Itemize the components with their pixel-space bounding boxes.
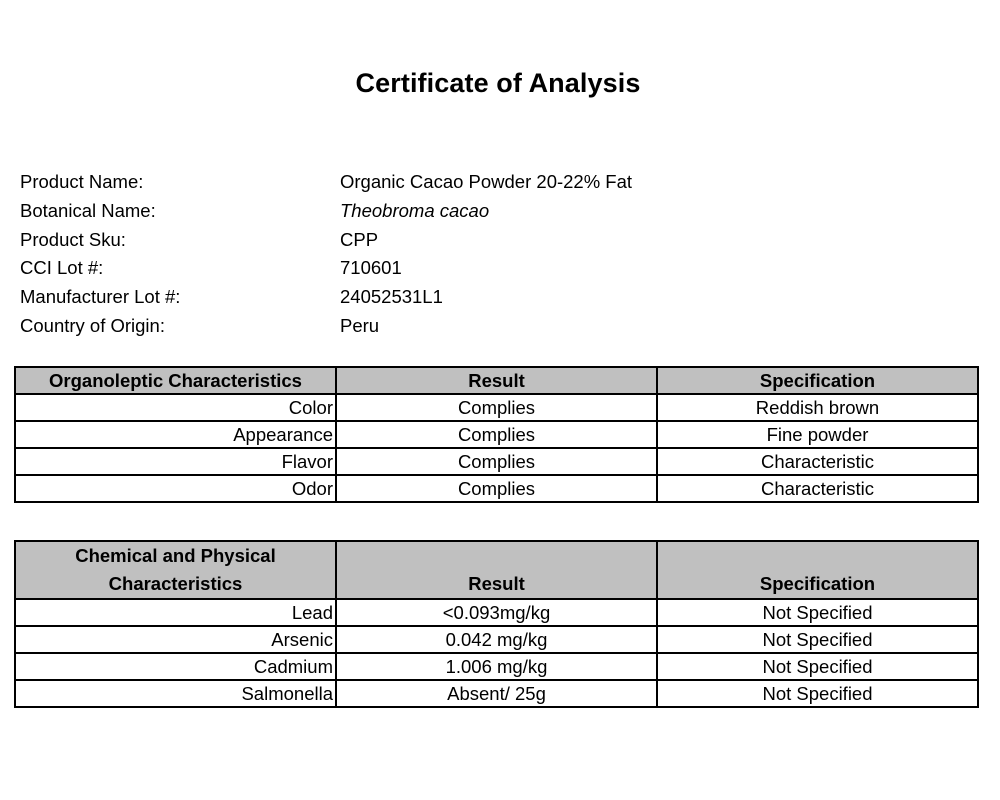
column-header-line: Characteristics <box>108 573 243 594</box>
info-label: Botanical Name: <box>20 199 156 221</box>
characteristic-name: Lead <box>15 599 336 626</box>
result-cell: Complies <box>336 448 657 475</box>
info-value: Peru <box>340 314 380 336</box>
specification-cell: Fine powder <box>657 421 978 448</box>
info-value: 24052531L1 <box>340 286 443 308</box>
table-header-row <box>15 541 978 599</box>
table-row <box>15 653 978 680</box>
column-header: Specification <box>657 367 978 394</box>
column-header <box>15 541 336 599</box>
info-label: Product Name: <box>20 171 144 192</box>
info-row-manufacturer-lot <box>20 283 632 312</box>
table-header-row <box>15 367 978 394</box>
result-cell: 0.042 mg/kg <box>336 626 657 653</box>
info-value: 710601 <box>340 257 402 279</box>
info-row-cci-lot <box>20 254 632 283</box>
column-header: Result <box>336 367 657 394</box>
page-title: Certificate of Analysis <box>355 68 641 98</box>
characteristic-name: Cadmium <box>15 653 336 680</box>
info-row-country-of-origin <box>20 312 632 341</box>
table-row <box>15 680 978 707</box>
result-cell: Complies <box>336 421 657 448</box>
specification-cell: Not Specified <box>657 680 978 707</box>
info-row-botanical-name <box>20 197 632 226</box>
characteristic-name: Salmonella <box>15 680 336 707</box>
info-label: Manufacturer Lot #: <box>20 286 181 308</box>
specification-cell: Not Specified <box>657 599 978 626</box>
info-row-product-sku <box>20 226 632 255</box>
result-cell: 1.006 mg/kg <box>336 653 657 680</box>
result-cell: <0.093mg/kg <box>336 599 657 626</box>
info-value: Organic Cacao Powder 20-22% Fat <box>340 171 633 192</box>
table-row <box>15 599 978 626</box>
specification-cell: Characteristic <box>657 475 978 502</box>
result-cell: Complies <box>336 394 657 421</box>
table-row <box>15 475 978 502</box>
table-row <box>15 448 978 475</box>
info-row-product-name <box>20 168 632 197</box>
organoleptic-table <box>14 366 979 503</box>
info-label: CCI Lot #: <box>20 257 104 279</box>
info-value: Theobroma cacao <box>340 199 490 221</box>
column-header-line: Chemical and Physical <box>75 545 276 566</box>
characteristic-name: Odor <box>15 475 336 502</box>
table-row <box>15 394 978 421</box>
result-cell: Complies <box>336 475 657 502</box>
info-label: Country of Origin: <box>20 314 165 336</box>
specification-cell: Characteristic <box>657 448 978 475</box>
characteristic-name: Appearance <box>15 421 336 448</box>
table-row <box>15 626 978 653</box>
characteristic-name: Arsenic <box>15 626 336 653</box>
specification-cell: Reddish brown <box>657 394 978 421</box>
column-header: Organoleptic Characteristics <box>15 367 336 394</box>
column-header: Specification <box>657 541 978 599</box>
result-cell: Absent/ 25g <box>336 680 657 707</box>
product-info <box>20 168 632 341</box>
characteristic-name: Flavor <box>15 448 336 475</box>
info-value: CPP <box>340 228 379 250</box>
column-header: Result <box>336 541 657 599</box>
characteristic-name: Color <box>15 394 336 421</box>
specification-cell: Not Specified <box>657 653 978 680</box>
chemical-physical-table <box>14 540 979 708</box>
table-row <box>15 421 978 448</box>
info-label: Product Sku: <box>20 228 126 250</box>
specification-cell: Not Specified <box>657 626 978 653</box>
